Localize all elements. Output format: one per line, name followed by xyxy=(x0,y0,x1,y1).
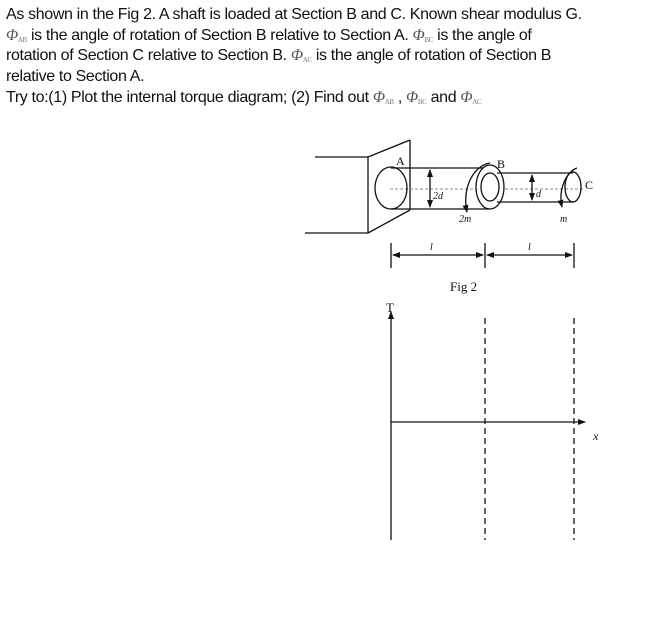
problem-line-4: relative to Section A. xyxy=(6,68,145,85)
fixed-wall xyxy=(305,140,410,233)
label-l-ab: l xyxy=(430,242,433,253)
phi-ab: Φ xyxy=(372,89,385,106)
phi-ac: Φ xyxy=(290,47,303,64)
x-axis-label: x xyxy=(593,429,599,443)
text: Try to:(1) Plot the internal torque diagram; (2) Find out xyxy=(6,89,373,106)
sub-ac: AC xyxy=(472,98,482,106)
label-b: B xyxy=(497,157,506,171)
label-2m: 2m xyxy=(459,214,472,225)
shaft-segment-ab xyxy=(375,167,490,209)
label-a: A xyxy=(396,154,405,168)
text: , xyxy=(393,89,407,106)
figure-caption: Fig 2 xyxy=(450,279,478,294)
label-l-bc: l xyxy=(528,242,531,253)
label-m: m xyxy=(560,214,568,225)
sub-ab: AB xyxy=(384,98,394,106)
t-axis-label: T xyxy=(386,300,394,315)
sub-ab: AB xyxy=(17,36,27,44)
phi-ac: Φ xyxy=(460,89,473,106)
sub-bc: BC xyxy=(417,98,427,106)
length-dimension xyxy=(391,243,574,268)
text: is the angle of rotation of Section B xyxy=(311,47,552,64)
text: rotation of Section C relative to Section B. xyxy=(6,47,291,64)
torque-diagram-axes xyxy=(391,312,585,540)
text: is the angle of xyxy=(433,27,532,44)
problem-line-1: As shown in the Fig 2. A shaft is loaded at Section B and C. Known shear modulus G. xyxy=(6,6,582,23)
phi-bc: Φ xyxy=(412,27,425,44)
text: and xyxy=(426,89,461,106)
sub-ac: AC xyxy=(302,56,312,64)
label-2d: 2d xyxy=(433,191,443,202)
phi-ab: Φ xyxy=(6,27,18,44)
sub-bc: BC xyxy=(424,36,434,44)
phi-bc: Φ xyxy=(406,89,418,106)
text: is the angle of rotation of Section B relative to Section A. xyxy=(26,27,413,44)
label-c: C xyxy=(585,178,594,192)
label-d: d xyxy=(536,189,541,200)
